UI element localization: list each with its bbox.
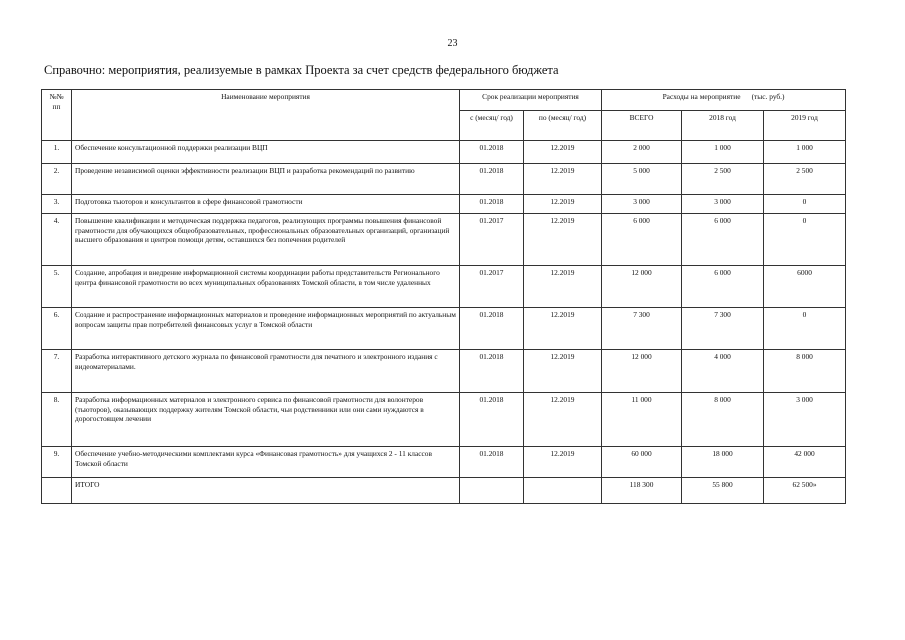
header-period: Срок реализации мероприятия <box>460 90 602 111</box>
page-heading: Справочно: мероприятия, реализуемые в рамках Проекта за счет средств федерального бюджета <box>44 63 559 77</box>
row-name: Обеспечение консультационной поддержки реализации ВЦП <box>72 141 460 164</box>
table-row <box>42 447 846 478</box>
table-row <box>42 393 846 447</box>
row-to: 12.2019 <box>524 195 602 214</box>
row-2019: 1 000 <box>764 141 846 164</box>
row-2019: 42 000 <box>764 447 846 478</box>
row-from: 01.2018 <box>460 447 524 478</box>
header-2018: 2018 год <box>682 111 764 141</box>
row-2019: 3 000 <box>764 393 846 447</box>
row-total: 6 000 <box>602 214 682 266</box>
row-from: 01.2018 <box>460 141 524 164</box>
row-num: 8. <box>42 393 72 447</box>
row-2018: 3 000 <box>682 195 764 214</box>
row-name: Разработка интерактивного детского журнала по финансовой грамотности для печатного и электронного издания с видеоматериалами. <box>72 350 460 393</box>
row-num: 6. <box>42 308 72 350</box>
total-row <box>42 478 846 504</box>
row-to: 12.2019 <box>524 393 602 447</box>
row-total: 5 000 <box>602 164 682 195</box>
table-row <box>42 214 846 266</box>
row-to: 12.2019 <box>524 164 602 195</box>
row-to: 12.2019 <box>524 308 602 350</box>
total-to <box>524 478 602 504</box>
row-2019: 8 000 <box>764 350 846 393</box>
row-total: 7 300 <box>602 308 682 350</box>
table-row <box>42 350 846 393</box>
row-num: 7. <box>42 350 72 393</box>
table-header-row <box>42 90 846 111</box>
total-2018: 55 800 <box>682 478 764 504</box>
row-2019: 0 <box>764 308 846 350</box>
row-2018: 7 300 <box>682 308 764 350</box>
page-number: 23 <box>447 38 458 49</box>
total-from <box>460 478 524 504</box>
budget-table <box>41 89 846 504</box>
row-2019: 6000 <box>764 266 846 308</box>
row-from: 01.2018 <box>460 164 524 195</box>
row-2019: 2 500 <box>764 164 846 195</box>
row-2018: 18 000 <box>682 447 764 478</box>
row-from: 01.2018 <box>460 393 524 447</box>
row-name: Проведение независимой оценки эффективности реализации ВЦП и разработка рекомендаций по развитию <box>72 164 460 195</box>
header-costs: Расходы на мероприятие (тыс. руб.) <box>602 90 846 111</box>
row-num: 9. <box>42 447 72 478</box>
row-from: 01.2017 <box>460 214 524 266</box>
total-num <box>42 478 72 504</box>
row-num: 3. <box>42 195 72 214</box>
row-name: Разработка информационных материалов и электронного сервиса по финансовой грамотности для волонтеров (тьюторов), оказывающих поддержку жителям Томской области, чьи родственники или они сами нуждаются в дорогостоящем лечении <box>72 393 460 447</box>
row-from: 01.2018 <box>460 308 524 350</box>
row-name: Подготовка тьюторов и консультантов в сфере финансовой грамотности <box>72 195 460 214</box>
row-to: 12.2019 <box>524 447 602 478</box>
row-2018: 6 000 <box>682 266 764 308</box>
row-total: 60 000 <box>602 447 682 478</box>
row-num: 2. <box>42 164 72 195</box>
row-num: 4. <box>42 214 72 266</box>
row-2018: 4 000 <box>682 350 764 393</box>
row-total: 12 000 <box>602 266 682 308</box>
table-row <box>42 266 846 308</box>
row-to: 12.2019 <box>524 141 602 164</box>
row-to: 12.2019 <box>524 350 602 393</box>
total-sum: 118 300 <box>602 478 682 504</box>
row-name: Создание и распространение информационных материалов и проведение информационных мероприятий по актуальным вопросам защиты прав потребителей финансовых услуг в Томской области <box>72 308 460 350</box>
row-num: 1. <box>42 141 72 164</box>
row-to: 12.2019 <box>524 266 602 308</box>
row-from: 01.2018 <box>460 350 524 393</box>
row-from: 01.2018 <box>460 195 524 214</box>
header-2019: 2019 год <box>764 111 846 141</box>
row-name: Повышение квалификации и методическая поддержка педагогов, реализующих программы повышения финансовой грамотности для обучающихся общеобразовательных, профессиональных образовательных организаций, организаций высшего образования и центров помощи детям, оставшихся без попечения родителей <box>72 214 460 266</box>
header-num: №№ пп <box>42 90 72 141</box>
table-row <box>42 195 846 214</box>
total-label: ИТОГО <box>72 478 460 504</box>
row-num: 5. <box>42 266 72 308</box>
row-2018: 1 000 <box>682 141 764 164</box>
row-name: Обеспечение учебно-методическими комплектами курса «Финансовая грамотность» для учащихся 2 - 11 классов Томской области <box>72 447 460 478</box>
row-name: Создание, апробация и внедрение информационной системы координации работы представительств Регионального центра финансовой грамотности во всех муниципальных образованиях Томской области, в том числе удаленных <box>72 266 460 308</box>
table-row <box>42 141 846 164</box>
row-2018: 6 000 <box>682 214 764 266</box>
header-name: Наименование мероприятия <box>72 90 460 141</box>
row-from: 01.2017 <box>460 266 524 308</box>
row-total: 11 000 <box>602 393 682 447</box>
row-2019: 0 <box>764 195 846 214</box>
table-row <box>42 164 846 195</box>
row-to: 12.2019 <box>524 214 602 266</box>
row-total: 2 000 <box>602 141 682 164</box>
header-total: ВСЕГО <box>602 111 682 141</box>
row-2018: 2 500 <box>682 164 764 195</box>
row-2018: 8 000 <box>682 393 764 447</box>
header-from: с (месяц/ год) <box>460 111 524 141</box>
row-total: 12 000 <box>602 350 682 393</box>
row-total: 3 000 <box>602 195 682 214</box>
header-to: по (месяц/ год) <box>524 111 602 141</box>
table-row <box>42 308 846 350</box>
total-2019: 62 500» <box>764 478 846 504</box>
row-2019: 0 <box>764 214 846 266</box>
